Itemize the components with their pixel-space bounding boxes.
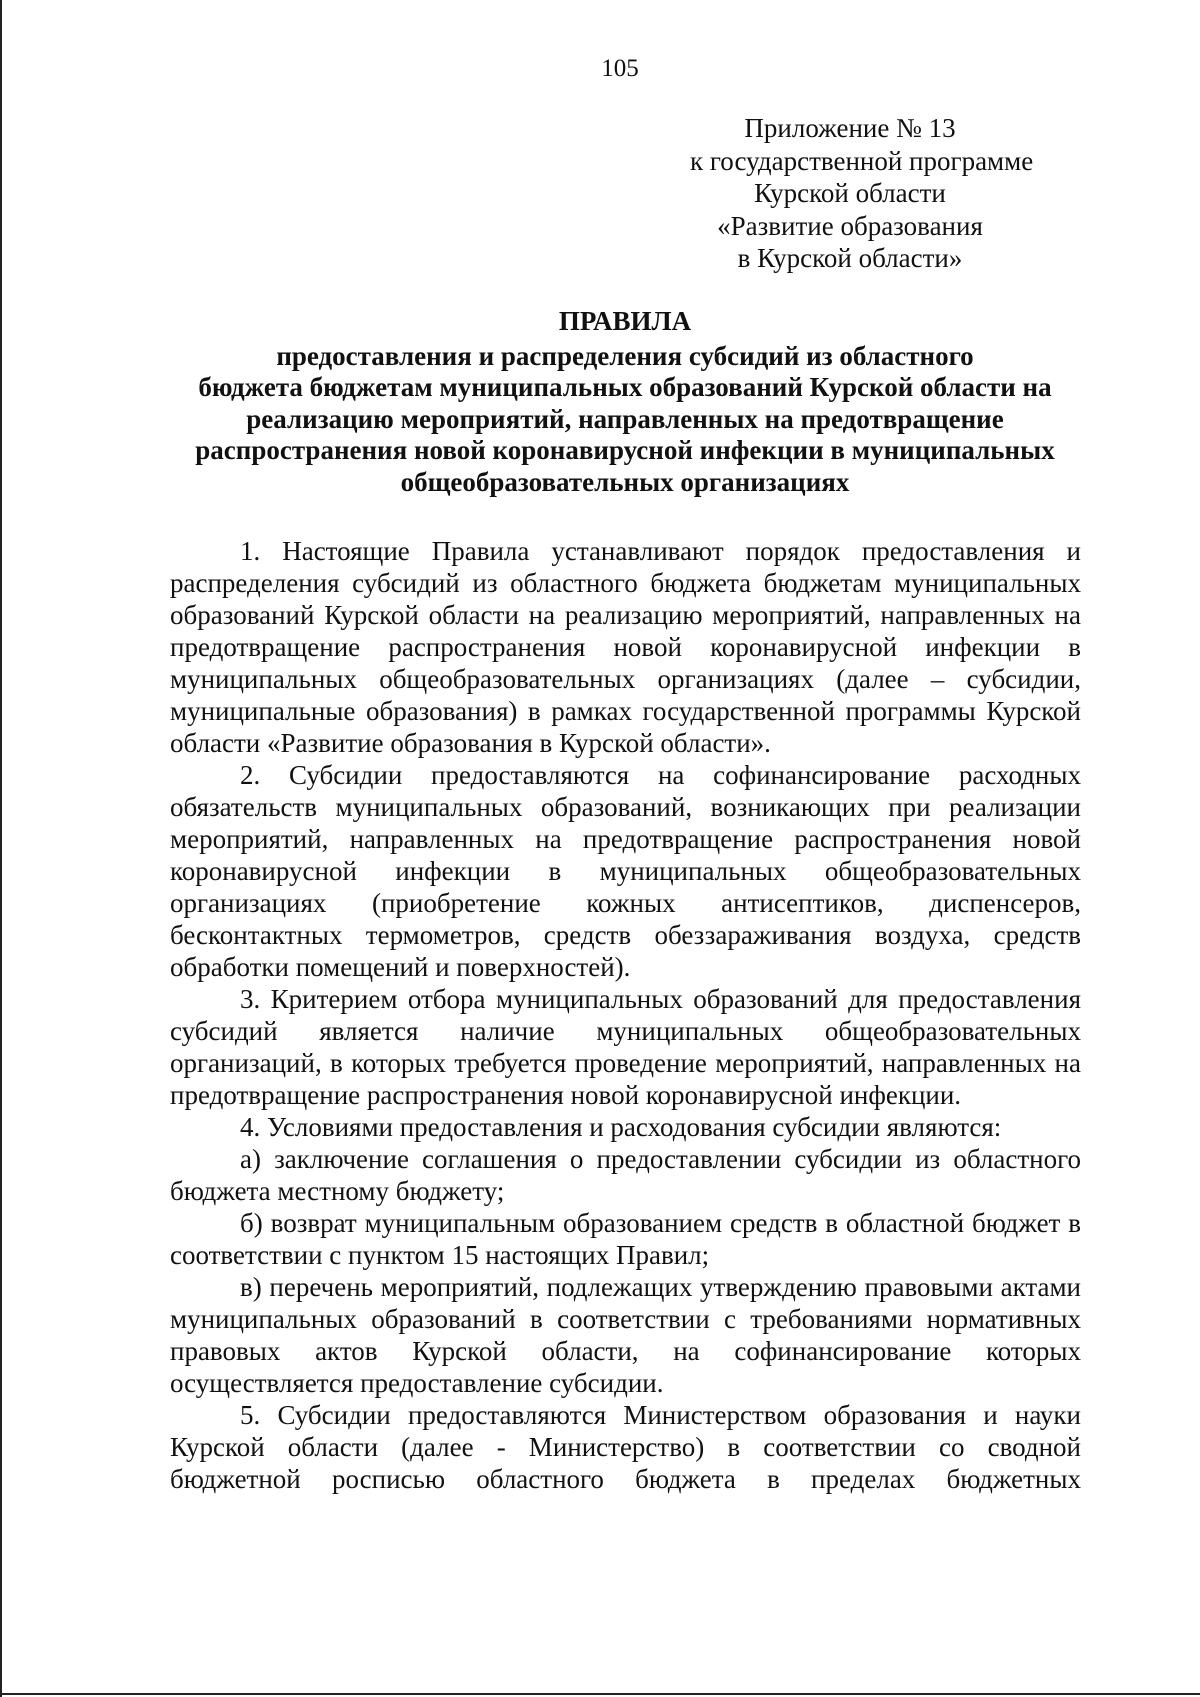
appendix-line: в Курской области» xyxy=(737,243,963,273)
paragraph-4c: в) перечень мероприятий, подлежащих утверждению правовыми актами муниципальных образований в соответствии с требованиями нормативных правовых актов Курской области, на софинансирование которых осуществляется предоставление субсидии. xyxy=(170,1272,1081,1398)
paragraph-2: 2. Субсидии предоставляются на софинансирование расходных обязательств муниципальных образований, возникающих при реализации мероприятий, направленных на предотвращение распространения новой коронавирусной инфекции в муниципальных общеобразовательных организациях (приобретение кожных антисептиков, диспенсеров, бесконтактных термометров, средств обеззараживания воздуха, средств обработки помещений и поверхностей). xyxy=(170,760,1081,982)
paragraph-3: 3. Критерием отбора муниципальных образований для предоставления субсидий является наличие муниципальных общеобразовательных организаций, в которых требуется проведение мероприятий, направленных на предотвращение распространения новой коронавирусной инфекции. xyxy=(170,984,1081,1110)
appendix-line: «Развитие образования xyxy=(717,210,983,241)
document-subtitle-line: реализацию мероприятий, направленных на предотвращение xyxy=(246,403,1004,434)
paragraph-4b: б) возврат муниципальным образованием средств в областной бюджет в соответствии с пунктом 15 настоящих Правил; xyxy=(170,1208,1081,1270)
document-subtitle-line: бюджета бюджетам муниципальных образований Курской области на xyxy=(198,372,1052,402)
document-title: ПРАВИЛА xyxy=(558,306,692,336)
document-subtitle-line: распространения новой коронавирусной инфекции в муниципальных xyxy=(195,435,1055,465)
paragraph-1: 1. Настоящие Правила устанавливают порядок предоставления и распределения субсидий из областного бюджета бюджетам муниципальных образований Курской области на реализацию мероприятий, направленных на предотвращение распространения новой коронавирусной инфекции в муниципальных общеобразовательных организациях (далее – субсидии, муниципальные образования) в рамках государственной программы Курской области «Развитие образования в Курской области». xyxy=(170,536,1081,758)
paragraph-5: 5. Субсидии предоставляются Министерством образования и науки Курской области (далее - Министерство) в соответствии со сводной бюджетной росписью областного бюджета в пределах бюджетных xyxy=(170,1400,1081,1494)
appendix-line: Приложение № 13 xyxy=(744,113,956,143)
page-number: 105 xyxy=(601,55,639,82)
paragraph-4: 4. Условиями предоставления и расходования субсидии являются: xyxy=(240,1112,1002,1142)
document-title-block xyxy=(140,306,1110,498)
appendix-line: Курской области xyxy=(754,178,946,208)
scan-bottom-edge xyxy=(0,1693,1200,1695)
appendix-line: к государственной программе xyxy=(690,145,1034,176)
paragraph-4a: а) заключение соглашения о предоставлении субсидии из областного бюджета местному бюджету; xyxy=(170,1144,1081,1206)
document-body xyxy=(170,535,1081,1495)
appendix-block xyxy=(690,112,1034,275)
document-subtitle-line: предоставления и распределения субсидий из областного xyxy=(276,340,974,371)
scan-left-edge xyxy=(0,0,2,1697)
document-subtitle-line: общеобразовательных организациях xyxy=(400,466,850,497)
